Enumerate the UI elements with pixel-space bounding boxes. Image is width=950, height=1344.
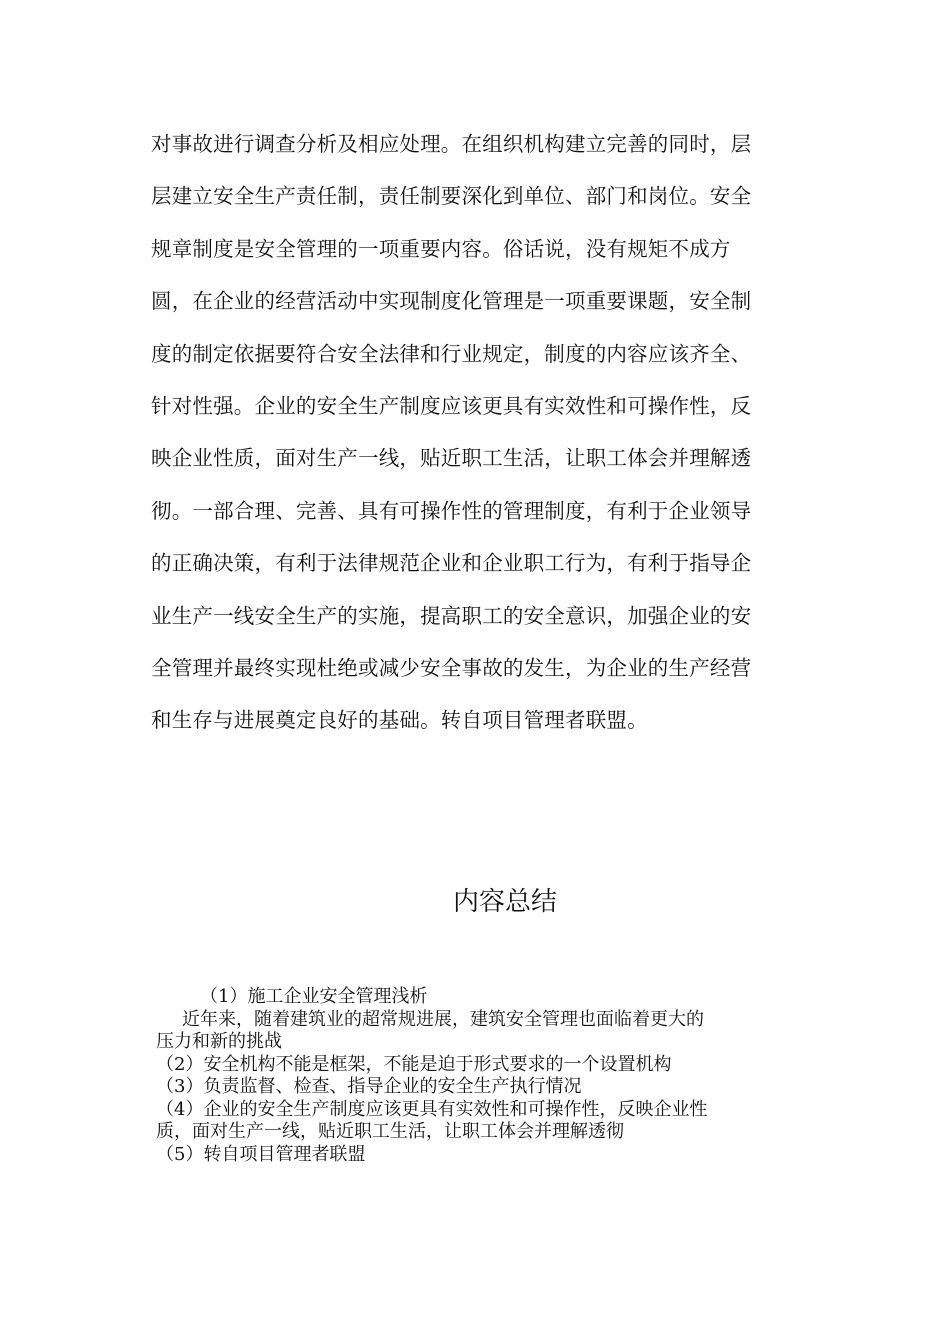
summary-list bbox=[156, 986, 796, 1166]
summary-title: 内容总结 bbox=[452, 887, 557, 917]
summary-item: （3）负责监督、检查、指导企业的安全生产执行情况 bbox=[156, 1076, 582, 1097]
body-line: 业生产一线安全生产的实施，提高职工的安全意识，加强企业的安 bbox=[151, 603, 752, 628]
summary-item: 质，面对生产一线，贴近职工生活，让职工体会并理解透彻 bbox=[156, 1121, 624, 1142]
summary-item: （4）企业的安全生产制度应该更具有实效性和可操作性，反映企业性 bbox=[156, 1098, 708, 1120]
body-line: 规章制度是安全管理的一项重要内容。俗话说，没有规矩不成方 bbox=[151, 236, 731, 261]
body-line: 对事故进行调查分析及相应处理。在组织机构建立完善的同时，层 bbox=[151, 132, 752, 156]
summary-item: （1）施工企业安全管理浅析 bbox=[200, 986, 428, 1007]
body-line: 层建立安全生产责任制，责任制要深化到单位、部门和岗位。安全 bbox=[151, 184, 752, 209]
summary-item: 近年来，随着建筑业的超常规进展，建筑安全管理也面临着更大的 bbox=[182, 1008, 704, 1030]
summary-item: （5）转自项目管理者联盟 bbox=[156, 1143, 366, 1165]
body-line: 彻。一部合理、完善、具有可操作性的管理制度，有利于企业领导 bbox=[151, 498, 752, 523]
body-line: 圆，在企业的经营活动中实现制度化管理是一项重要课题，安全制 bbox=[151, 289, 752, 314]
summary-item: 压力和新的挑战 bbox=[156, 1031, 282, 1052]
body-line: 度的制定依据要符合安全法律和行业规定，制度的内容应该齐全、 bbox=[151, 341, 752, 366]
body-paragraph bbox=[151, 118, 811, 747]
body-line: 的正确决策，有利于法律规范企业和企业职工行为，有利于指导企 bbox=[151, 551, 752, 576]
body-line: 映企业性质，面对生产一线，贴近职工生活，让职工体会并理解透 bbox=[151, 446, 752, 471]
body-line: 全管理并最终实现杜绝或减少安全事故的发生，为企业的生产经营 bbox=[151, 655, 752, 680]
body-line: 针对性强。企业的安全生产制度应该更具有实效性和可操作性，反 bbox=[151, 393, 752, 418]
summary-item: （2）安全机构不能是框架，不能是迫于形式要求的一个设置机构 bbox=[156, 1053, 672, 1075]
body-line: 和生存与进展奠定良好的基础。转自项目管理者联盟。 bbox=[151, 708, 648, 733]
